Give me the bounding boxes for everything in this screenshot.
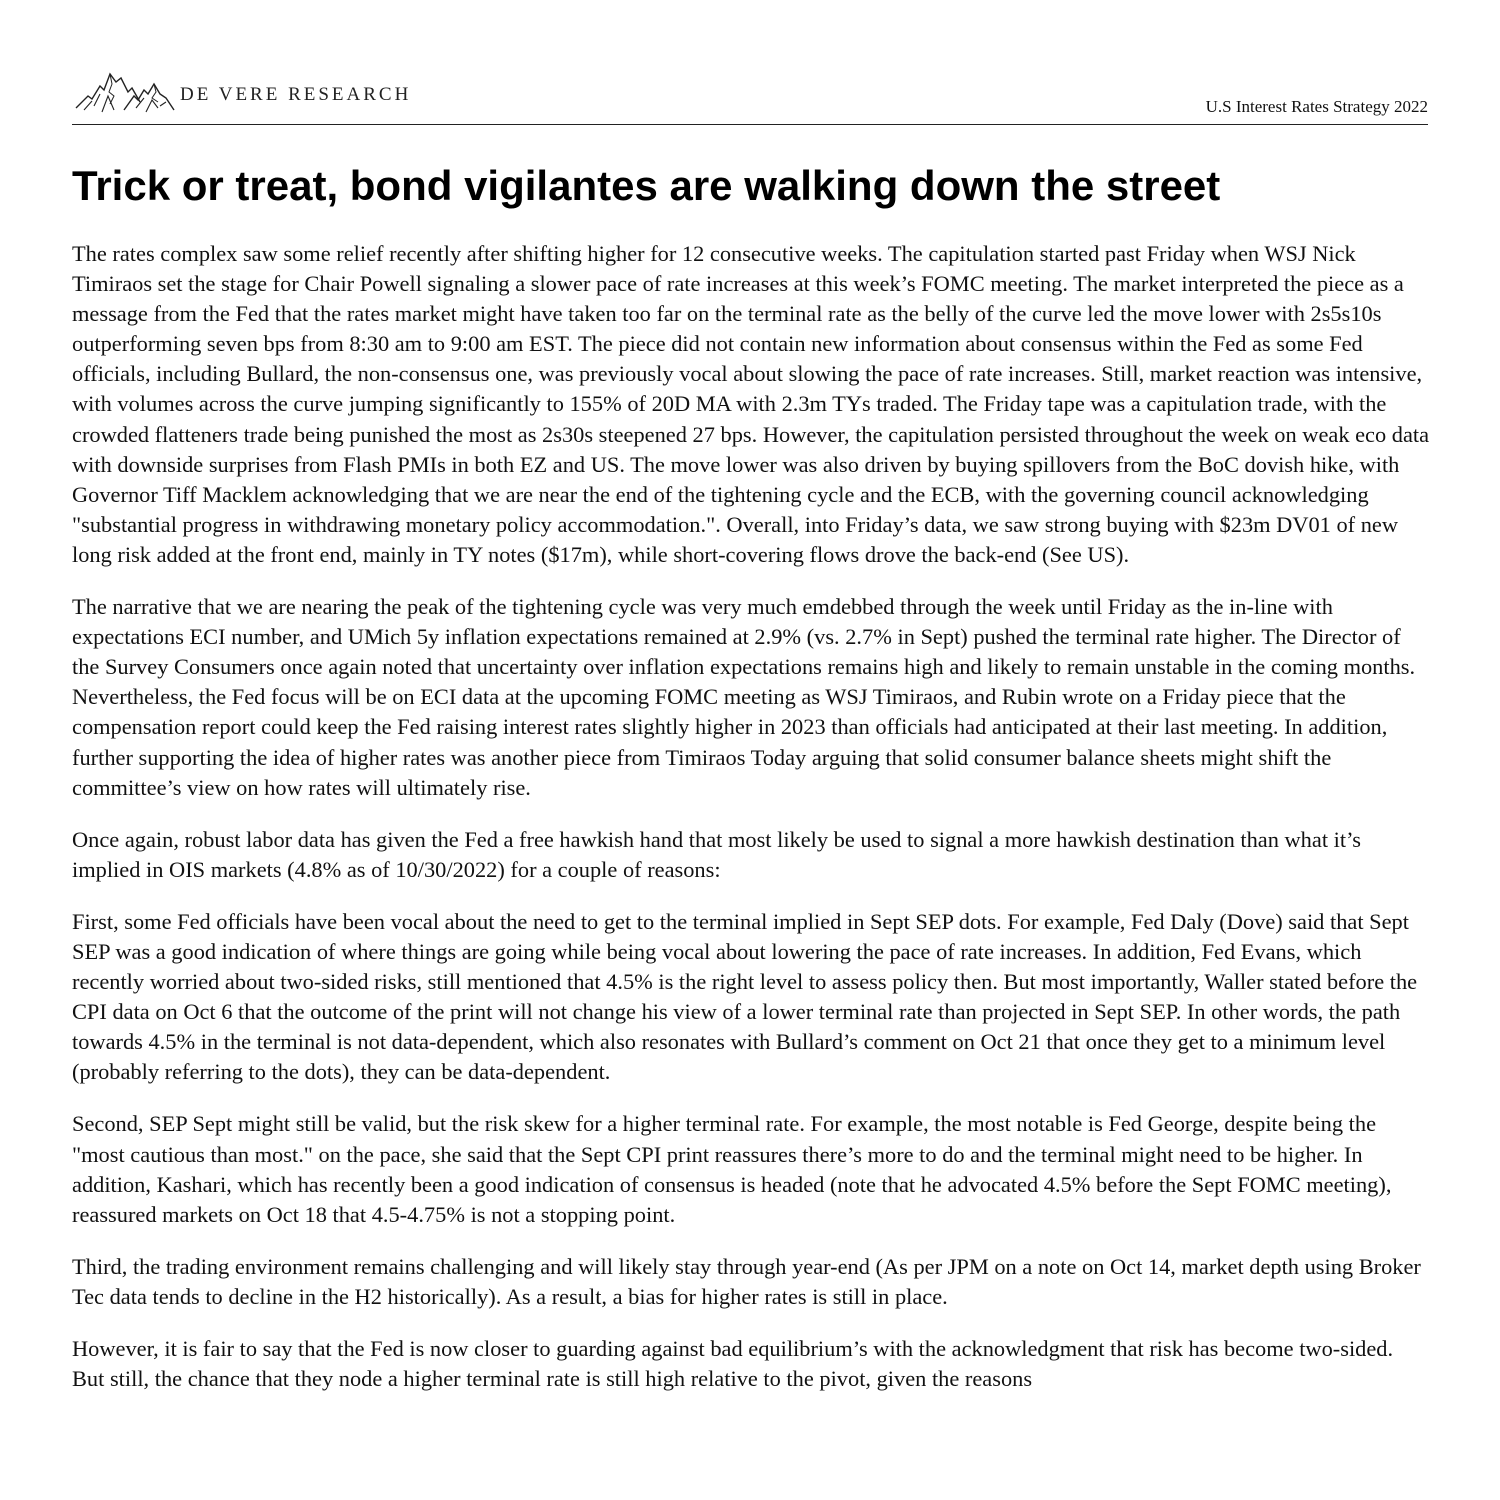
mountain-logo-icon: [74, 66, 182, 118]
paragraph: Second, SEP Sept might still be valid, but the risk skew for a higher terminal rate. For example, the most notable is Fed George, despite being the "most cautious than most." on the pace, she said that the Sept CPI print reassures there’s more to do and the terminal might need to be higher. In addition, Kashari, which has recently been a good indication of consensus is headed (note that he advocated 4.5% before the Sept FOMC meeting), reassured markets on Oct 18 that 4.5-4.75% is not a stopping point.: [72, 1111, 1392, 1227]
article-title: Trick or treat, bond vigilantes are walking down the street: [72, 162, 1221, 209]
brand-name: DE VERE RESEARCH: [180, 84, 412, 105]
page-header: [72, 64, 1428, 125]
paragraph: The narrative that we are nearing the peak of the tightening cycle was very much emdebbed through the week until Friday as the in-line with expectations ECI number, and UMich 5y inflation expectations remained at 2.9% (vs. 2.7% in Sept) pushed the terminal rate higher. The Director of the Survey Consumers once again noted that uncertainty over inflation expectations remains high and likely to remain unstable in the coming months. Nevertheless, the Fed focus will be on ECI data at the upcoming FOMC meeting as WSJ Timiraos, and Rubin wrote on a Friday piece that the compensation report could keep the Fed raising interest rates slightly higher in 2023 than officials had anticipated at their last meeting. In addition, further supporting the idea of higher rates was another piece from Timiraos Today arguing that solid consumer balance sheets might shift the committee’s view on how rates will ultimately rise.: [72, 594, 1416, 800]
paragraph: The rates complex saw some relief recently after shifting higher for 12 consecutive weeks. The capitulation started past Friday when WSJ Nick Timiraos set the stage for Chair Powell signaling a slower pace of rate increases at this week’s FOMC meeting. The market interpreted the piece as a message from the Fed that the rates market might have taken too far on the terminal rate as the belly of the curve led the move lower with 2s5s10s outperforming seven bps from 8:30 am to 9:00 am EST. The piece did not contain new information about consensus within the Fed as some Fed officials, including Bullard, the non-consensus one, was previously vocal about slowing the pace of rate increases. Still, market reaction was intensive, with volumes across the curve jumping significantly to 155% of 20D MA with 2.3m TYs traded. The Friday tape was a capitulation trade, with the crowded flatteners trade being punished the most as 2s30s steepened 27 bps. However, the capitulation persisted throughout the week on weak eco data with downside surprises from Flash PMIs in both EZ and US. The move lower was also driven by buying spillovers from the BoC dovish hike, with Governor Tiff Macklem acknowledging that we are near the end of the tightening cycle and the ECB, with the governing council acknowledging "substantial progress in withdrawing monetary policy accommodation.". Overall, into Friday’s data, we saw strong buying with $23m DV01 of new long risk added at the front end, mainly in TY notes ($17m), while short-covering flows drove the back-end (See US).: [72, 241, 1430, 567]
article-body: [72, 239, 1430, 1416]
paragraph: Once again, robust labor data has given the Fed a free hawkish hand that most likely be used to signal a more hawkish destination than what it’s implied in OIS markets (4.8% as of 10/30/2022) for a couple of reasons:: [72, 826, 1362, 882]
paragraph: Third, the trading environment remains challenging and will likely stay through year-end (As per JPM on a note on Oct 14, market depth using Broker Tec data tends to decline in the H2 historically). As a result, a bias for higher rates is still in place.: [72, 1253, 1421, 1309]
paragraph: First, some Fed officials have been vocal about the need to get to the terminal implied in Sept SEP dots. For example, Fed Daly (Dove) said that Sept SEP was a good indication of where things are going while being vocal about lowering the pace of rate increases. In addition, Fed Evans, which recently worried about two-sided risks, still mentioned that 4.5% is the right level to assess policy then. But most importantly, Waller stated before the CPI data on Oct 6 that the outcome of the print will not change his view of a lower terminal rate than projected in Sept SEP. In other words, the path towards 4.5% in the terminal is not data-dependent, which also resonates with Bullard’s comment on Oct 21 that once they get to a minimum level (probably referring to the dots), they can be data-dependent.: [72, 908, 1418, 1085]
report-series: U.S Interest Rates Strategy 2022: [1205, 97, 1428, 116]
paragraph: However, it is fair to say that the Fed is now closer to guarding against bad equilibrium’s with the acknowledgment that risk has become two-sided. But still, the chance that they node a higher terminal rate is still high relative to the pivot, given the reasons: [72, 1336, 1394, 1392]
